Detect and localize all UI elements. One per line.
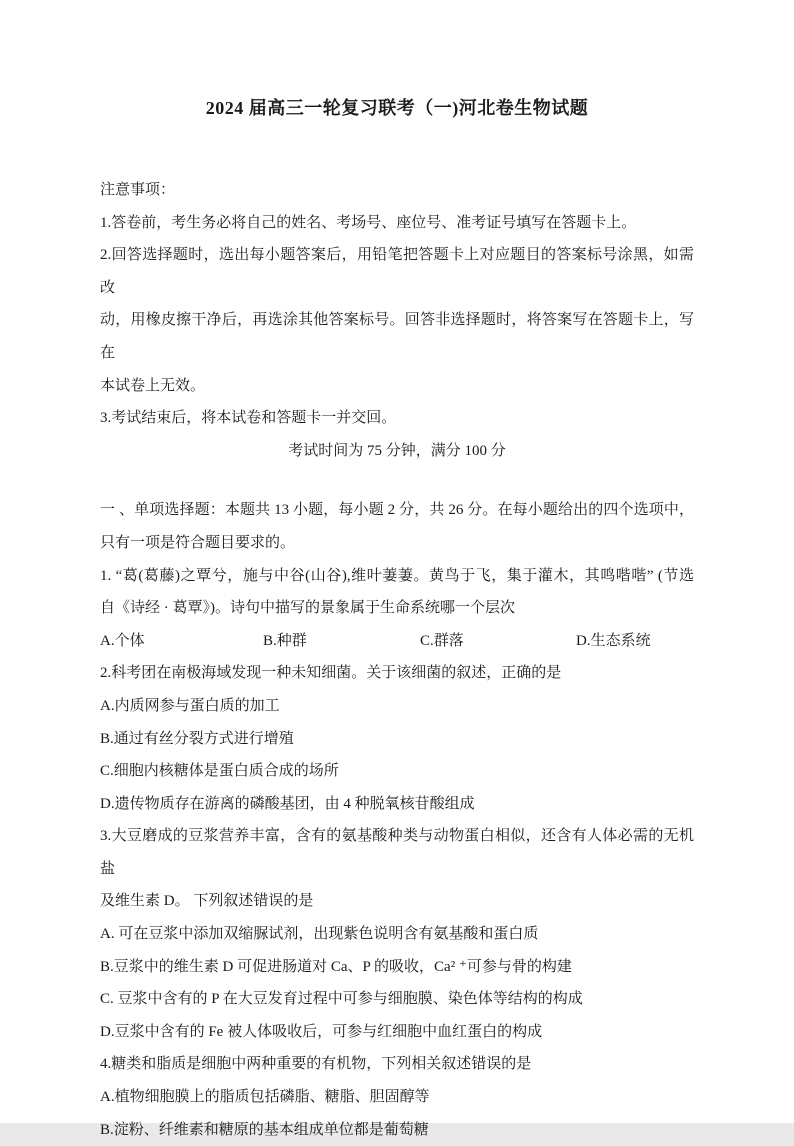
question-1-options-row [100,625,694,658]
exam-title: 2024 届高三一轮复习联考（一)河北卷生物试题 [205,98,589,118]
notice-line-2: 2.回答选择题时，选出每小题答案后，用铅笔把答题卡上对应题目的答案标号涂黑，如需改 [100,247,694,296]
question-3-option-a: A. 可在豆浆中添加双缩脲试剂，出现紫色说明含有氨基酸和蛋白质 [100,926,539,943]
question-1-option-d: D.生态系统 [576,632,651,649]
question-2-option-d: D.遗传物质存在游离的磷酸基团，由 4 种脱氧核苷酸组成 [100,795,475,812]
question-3-option-d: D.豆浆中含有的 Fe 被人体吸收后，可参与红细胞中血红蛋白的构成 [100,1023,543,1040]
question-1-stem-line-2: 自《诗经 · 葛覃》)。诗句中描写的景象属于生命系统哪一个层次 [100,600,515,617]
question-1-option-c: C.群落 [420,632,464,649]
question-1-stem-line-1: 1. “葛(葛藤)之覃兮，施与中谷(山谷),维叶萋萋。黄鸟于飞，集于灌木，其鸣喈喈” (节选 [100,567,694,584]
question-2-option-b: B.通过有丝分裂方式进行增殖 [100,730,294,747]
notice-line-5: 3.考试结束后，将本试卷和答题卡一并交回。 [100,410,397,427]
question-1-option-a: A.个体 [100,632,145,649]
notice-line-4: 本试卷上无效。 [100,377,206,394]
question-3 [100,820,694,1048]
question-4-option-a: A.植物细胞膜上的脂质包括磷脂、糖脂、胆固醇等 [100,1089,430,1106]
question-4 [100,1048,694,1146]
question-4-option-b: B.淀粉、纤维素和糖原的基本组成单位都是葡萄糖 [100,1121,429,1138]
question-3-stem-line-2: 及维生素 D。 下列叙述错误的是 [100,893,314,910]
question-3-option-c: C. 豆浆中含有的 P 在大豆发育过程中可参与细胞膜、染色体等结构的构成 [100,991,583,1008]
question-4-stem: 4.糖类和脂质是细胞中两种重要的有机物，下列相关叙述错误的是 [100,1056,532,1073]
exam-duration-score: 考试时间为 75 分钟，满分 100 分 [288,442,506,459]
question-2 [100,657,694,820]
question-3-option-b: B.豆浆中的维生素 D 可促进肠道对 Ca、P 的吸收，Ca² ⁺可参与骨的构建 [100,958,572,975]
question-2-option-a: A.内质网参与蛋白质的加工 [100,697,280,714]
question-1 [100,560,694,658]
section-heading-line-1: 一 、单项选择题：本题共 13 小题，每小题 2 分，共 26 分。在每小题给出的四个选项中， [100,502,694,519]
section-heading-line-2: 只有一项是符合题目要求的。 [100,534,296,551]
question-2-stem: 2.科考团在南极海域发现一种未知细菌。关于该细菌的叙述，正确的是 [100,665,562,682]
question-3-stem-line-1: 3.大豆磨成的豆浆营养丰富，含有的氨基酸种类与动物蛋白相似，还含有人体必需的无机盐 [100,828,694,877]
notice-line-1: 1.答卷前，考生务必将自己的姓名、考场号、座位号、准考证号填写在答题卡上。 [100,214,637,231]
question-1-option-b: B.种群 [263,632,307,649]
notice-heading: 注意事项： [100,182,176,198]
notice-line-3: 动，用橡皮擦干净后，再选涂其他答案标号。回答非选择题时，将答案写在答题卡上，写在 [100,312,694,361]
question-2-option-c: C.细胞内核糖体是蛋白质合成的场所 [100,763,339,780]
